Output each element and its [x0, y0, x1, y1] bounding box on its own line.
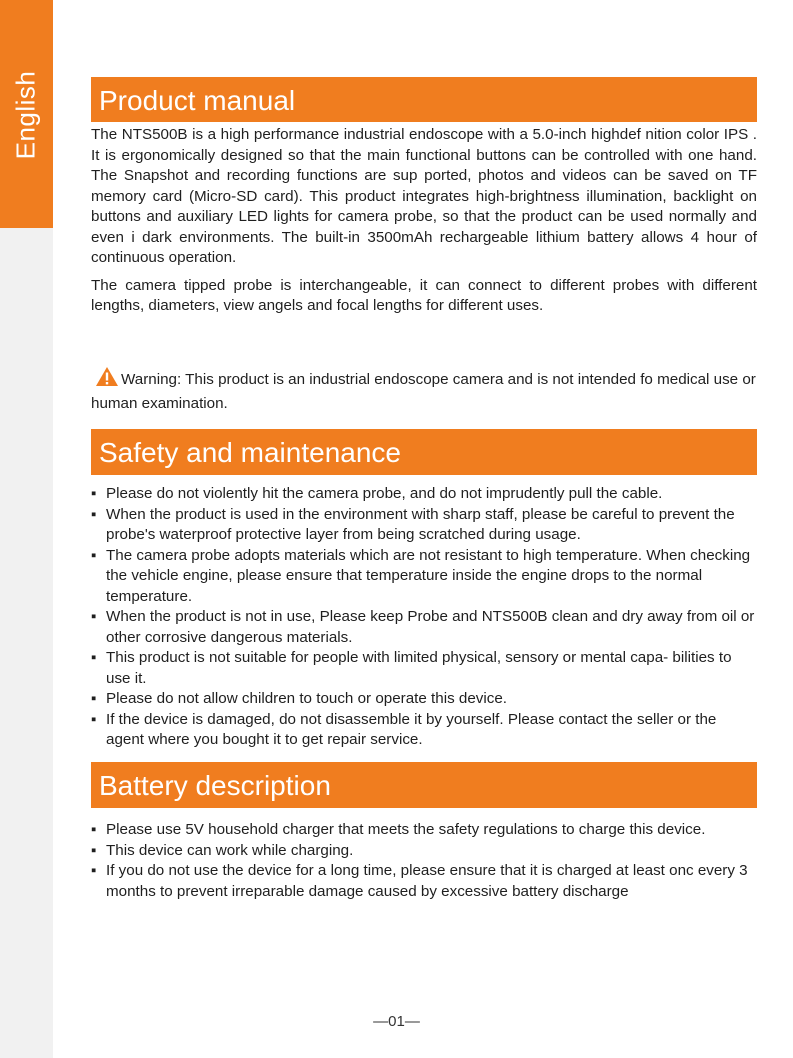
section-title: Product manual	[99, 85, 296, 116]
paragraph: The camera tipped probe is interchangeable, it can connect to different probes with different lengths, diameters, view angels and focal lengths for different uses.	[91, 276, 757, 314]
section-header-safety	[91, 429, 757, 475]
battery-list	[91, 820, 757, 902]
bullet-icon: ▪	[91, 649, 97, 666]
section-header-battery	[91, 762, 757, 808]
language-tab	[0, 0, 53, 228]
bullet-icon: ▪	[91, 841, 97, 859]
bullet-icon: ▪	[91, 546, 97, 564]
bullet-icon: ▪	[91, 690, 97, 707]
bullet-icon: ▪	[91, 505, 97, 523]
page-number: —01—	[373, 1013, 420, 1030]
list-item: ▪ Please do not allow children to touch or operate this device.	[91, 689, 757, 710]
list-item: ▪ If the device is damaged, do not disassemble it by yourself. Please contact the seller or the agent where you bought it to get repair service.	[91, 710, 717, 748]
section-title: Battery description	[99, 770, 331, 801]
bullet-icon: ▪	[91, 608, 97, 625]
list-item: ▪ This device can work while charging.	[91, 841, 757, 862]
paragraph: The NTS500B is a high performance industrial endoscope with a 5.0-inch highdef nition color IPS . It is ergonomically designed so that the main functional buttons can be controlled with one hand. The Snapshot and recording functions are sup ported, photos and videos can be saved on TF memory card (Micro-SD card). This product integrates high-brightness illumination, backlight on buttons and auxiliary LED lights for camera probe, so that the product can be used normally and even i dark environments. The built-in 3500mAh rechargeable lithium battery allows 4 hour of continuous operation.	[91, 126, 757, 266]
list-item: ▪ When the product is not in use, Please keep Probe and NTS500B clean and dry away from oil or other corrosive dangerous materials.	[91, 608, 755, 646]
warning-note	[91, 366, 757, 414]
warning-text: Warning: This product is an industrial endoscope camera and is not intended fo medical use or human examination.	[91, 371, 756, 412]
safety-list	[91, 484, 757, 751]
bullet-icon: ▪	[91, 485, 97, 502]
battery-list-container	[91, 820, 757, 902]
list-item: ▪ Please do not violently hit the camera probe, and do not imprudently pull the cable.	[91, 484, 757, 505]
product-manual-body	[91, 125, 757, 317]
list-item: ▪ The camera probe adopts materials which are not resistant to high temperature. When checking the vehicle engine, please ensure that temperature inside the engine drops to the normal temperature.	[91, 546, 751, 605]
list-item: ▪ If you do not use the device for a long time, please ensure that it is charged at least onc every 3 months to prevent irreparable damage caused by excessive battery discharge	[91, 862, 748, 900]
bullet-icon: ▪	[91, 862, 97, 879]
list-item: ▪ Please use 5V household charger that meets the safety regulations to charge this device.	[91, 820, 757, 841]
safety-list-container	[91, 484, 757, 751]
section-header-product-manual	[91, 77, 757, 122]
section-title: Safety and maintenance	[99, 437, 401, 468]
list-item: ▪ When the product is used in the environment with sharp staff, please be careful to prevent the probe's waterproof protective layer from being scratched during usage.	[91, 505, 735, 543]
bullet-icon: ▪	[91, 710, 97, 728]
list-item: ▪ This product is not suitable for people with limited physical, sensory or mental capa- bilities to use it.	[91, 649, 732, 687]
language-label: English	[10, 70, 41, 160]
bullet-icon: ▪	[91, 821, 97, 838]
warning-icon	[95, 366, 119, 393]
